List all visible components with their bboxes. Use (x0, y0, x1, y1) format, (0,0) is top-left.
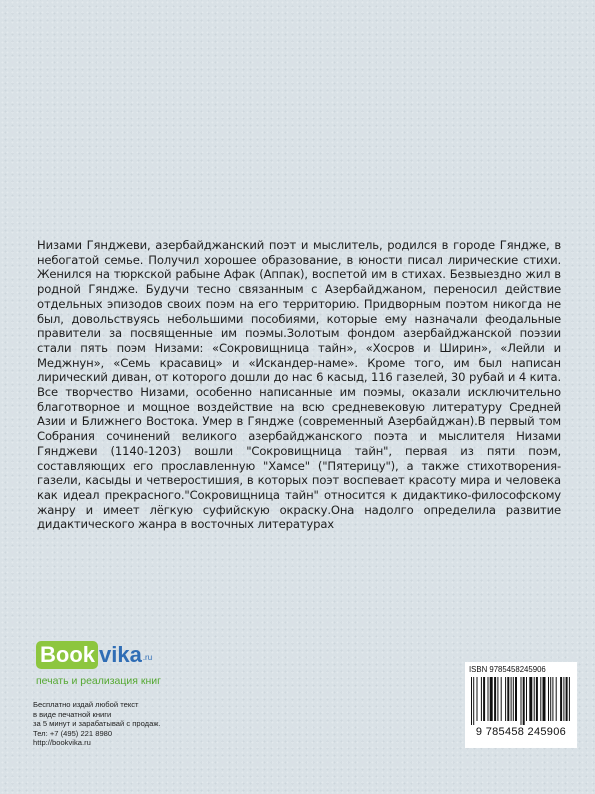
barcode-bar (566, 677, 568, 721)
isbn-barcode-block (465, 662, 577, 748)
barcode-bar (529, 677, 532, 721)
barcode-bar (490, 677, 493, 721)
barcode-bar (471, 677, 472, 725)
barcode-bar (548, 677, 549, 721)
barcode-bar (560, 677, 562, 721)
barcode-icon (469, 677, 573, 725)
logo-wordmark (36, 641, 152, 671)
logo-vika-part: vika (99, 642, 142, 667)
barcode-bar (501, 677, 502, 721)
barcode-digits: 9 785458 245906 (475, 726, 567, 738)
promo-line: в виде печатной книги (33, 709, 112, 719)
barcode-bar (481, 677, 482, 721)
barcode-bar (523, 677, 525, 725)
barcode-bar (497, 677, 498, 721)
barcode-bar (526, 677, 527, 721)
barcode-bar (521, 677, 522, 725)
promo-url: http://bookvika.ru (33, 738, 91, 748)
barcode-bar (507, 677, 509, 721)
publisher-promo (33, 700, 213, 748)
barcode-bar (511, 677, 512, 721)
barcode-bar (488, 677, 489, 721)
barcode-bar (543, 677, 546, 721)
barcode-bar (563, 677, 564, 721)
description-text: Низами Гянджеви, азербайджанский поэт и мыслитель, родился в городе Гяндже, в небогатой семье. Получил хорошее образование, в юности писал лирические стихи. Женился на тюркской рабыне Афак (Аппак), воспетой им в стихах. Безвыездно жил в родной Гяндже. Будучи тесно связанным с Азербайджаном, переносил действие отдельных эпизодов своих поэм на его территорию. Придворным поэтом никогда не был, довольствуясь небольшими пособиями, которые ему назначали феодальные правители за посвященные им поэмы.Золотым фондом азербайджанской поэзии стали пять поэм Низами: «Сокровищница тайн», «Хосров и Ширин», «Лейли и Меджнун», «Семь красавиц» и «Искандер-наме». Кроме того, им был написан лирический диван, от которого дошли до нас 6 касыд, 116 газелей, 30 рубай и 4 кита. Все творчество Низами, особенно написанные им поэмы, оказали исключительно благотворное и мощное воздействие на всю средневековую литературу Средней Азии и Ближнего Востока. Умер в Гяндже (современный Азербайджан).В первый том Собрания сочинений великого азербайджанского поэта и мыслителя Низами Гянджеви (1140-1203) вошли "Сокровищница тайн", первая из пяти поэм, составляющих его прославленную "Хамсе" ("Пятерицу"), а также стихотворения-газели, касыды и четверостишия, в которых поэт воспевает красоту мира и человека как идеал прекрасного."Сокровищница тайн" относится к дидактико-философскому жанру и имеет лёгкую суфийскую окраску.Она надолго определила развитие дидактического жанра в восточных литературах (37, 238, 561, 532)
bookvika-logo (36, 641, 176, 693)
barcode-bar (550, 677, 551, 721)
barcode-bar (477, 677, 478, 721)
logo-book-part: Book (36, 641, 98, 669)
barcode-bar (552, 677, 553, 721)
barcode-bar (569, 677, 570, 721)
logo-ru-part: .ru (142, 653, 153, 662)
barcode-bar (515, 677, 517, 721)
barcode-bar (534, 677, 535, 721)
barcode-bar (513, 677, 514, 721)
promo-line: Бесплатно издай любой текст (33, 700, 139, 709)
barcode-bar (556, 677, 557, 721)
barcode-bar (536, 677, 538, 721)
barcode-bar (540, 677, 541, 721)
barcode-bar (494, 677, 496, 721)
barcode-bar (483, 677, 485, 721)
promo-line: за 5 минут и зарабатывай с продаж. (33, 719, 161, 729)
logo-slogan: печать и реализация книг (36, 675, 161, 687)
promo-phone: Тел: +7 (495) 221 8980 (33, 728, 113, 738)
book-description (37, 238, 561, 532)
barcode-bar (473, 677, 474, 725)
barcode-bar (505, 677, 506, 721)
isbn-label: ISBN 9785458245906 (469, 665, 546, 674)
